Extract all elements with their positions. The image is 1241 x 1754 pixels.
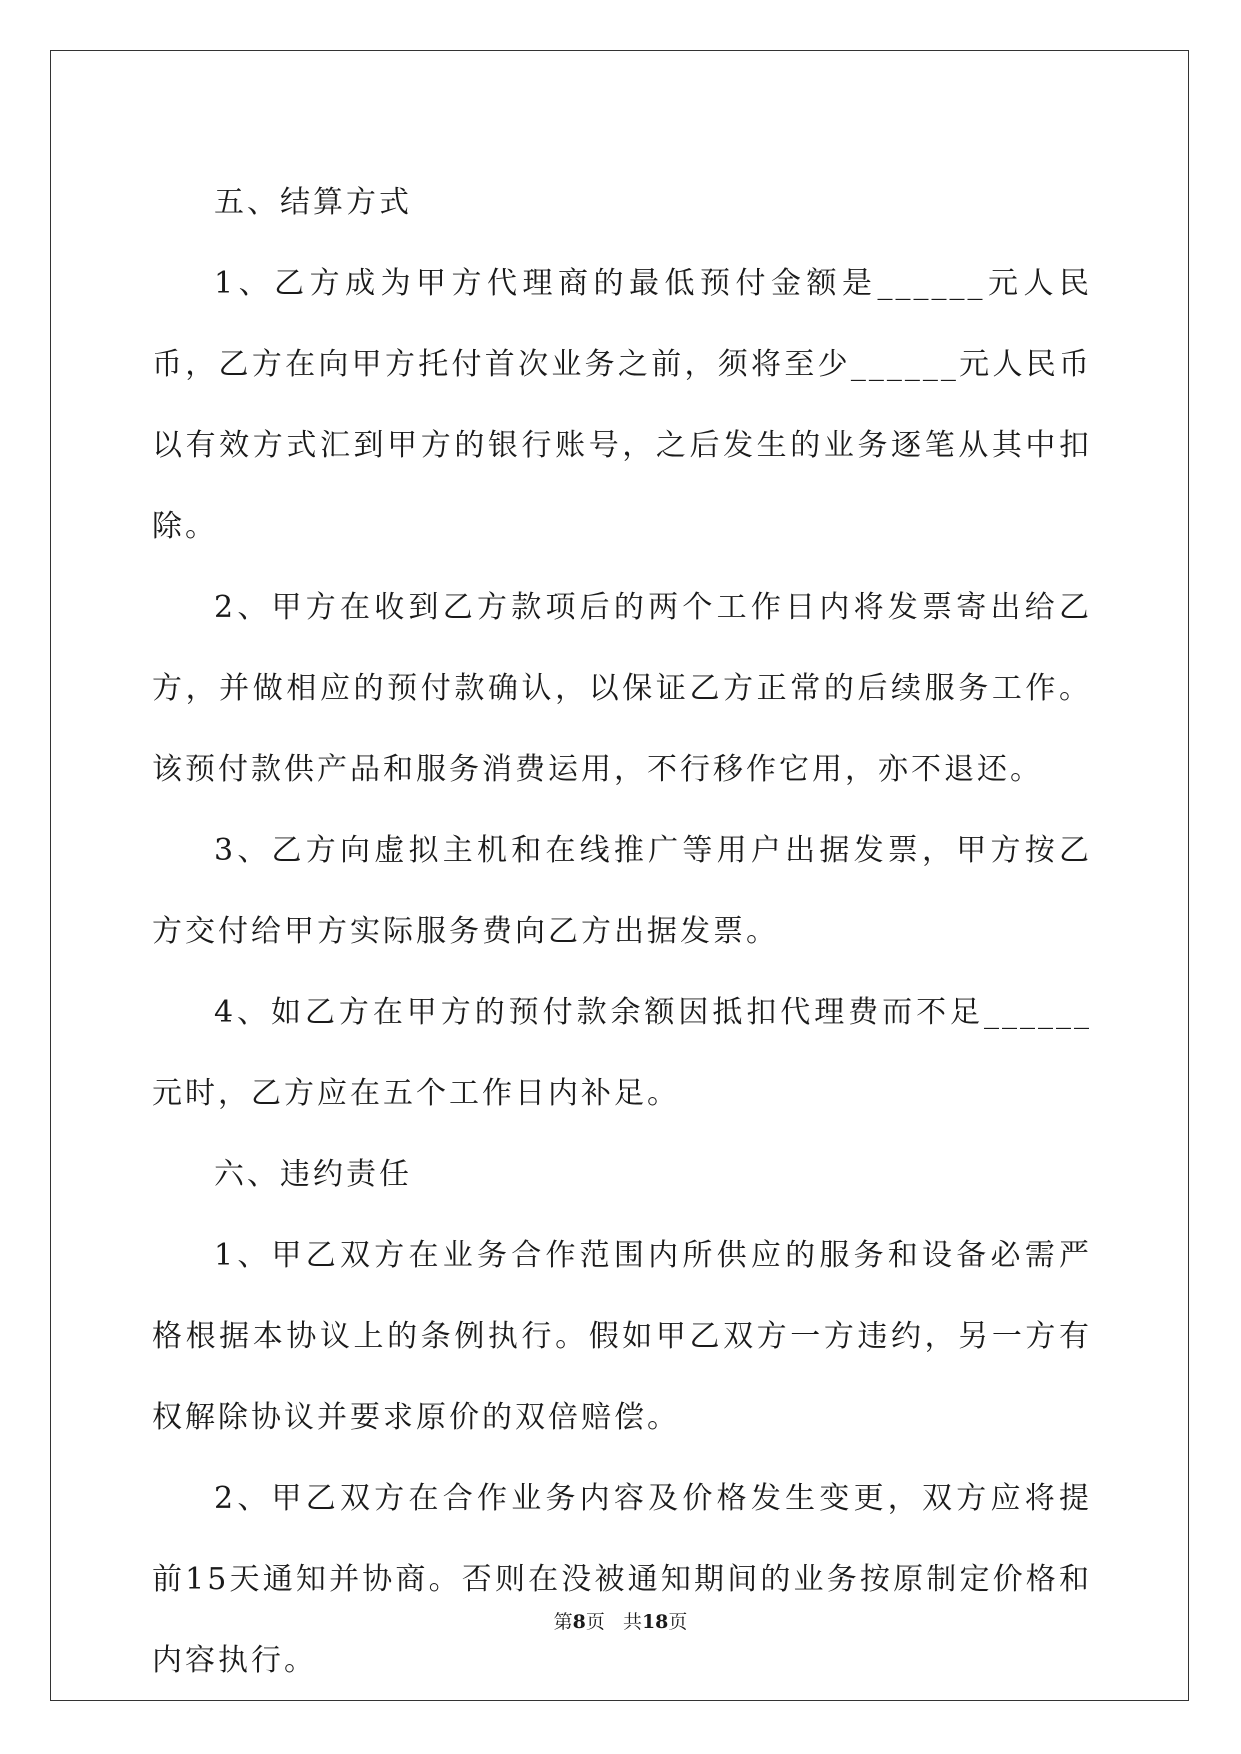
section-heading-liability: 六、违约责任 [214,1157,412,1192]
current-page-number: 8 [572,1611,586,1633]
document-body [152,162,1092,1701]
total-pages-number: 18 [641,1611,669,1633]
footer-middle: 页 共 [585,1611,642,1633]
settlement-clause-3: 3、乙方向虚拟主机和在线推广等用户出据发票，甲方按乙方交付给甲方实际服务费向乙方出据发票。 [152,833,1092,949]
liability-clause-1: 1、甲乙双方在业务合作范围内所供应的服务和设备必需严格根据本协议上的条例执行。假如甲乙双方一方违约，另一方有权解除协议并要求原价的双倍赔偿。 [152,1238,1092,1435]
footer-prefix: 第 [553,1611,573,1633]
page-footer [0,1610,1241,1634]
footer-suffix: 页 [668,1611,688,1633]
settlement-clause-2: 2、甲方在收到乙方款项后的两个工作日内将发票寄出给乙方，并做相应的预付款确认，以保证乙方正常的后续服务工作。该预付款供产品和服务消费运用，不行移作它用，亦不退还。 [152,590,1092,787]
settlement-clause-1: 1、乙方成为甲方代理商的最低预付金额是______元人民币，乙方在向甲方托付首次业务之前，须将至少______元人民币以有效方式汇到甲方的银行账号，之后发生的业务逐笔从其中扣除。 [152,266,1092,544]
section-heading-settlement: 五、结算方式 [214,185,412,220]
settlement-clause-4: 4、如乙方在甲方的预付款余额因抵扣代理费而不足______元时，乙方应在五个工作日内补足。 [152,995,1092,1111]
liability-clause-2: 2、甲乙双方在合作业务内容及价格发生变更，双方应将提前15天通知并协商。否则在没被通知期间的业务按原制定价格和内容执行。 [152,1481,1092,1678]
